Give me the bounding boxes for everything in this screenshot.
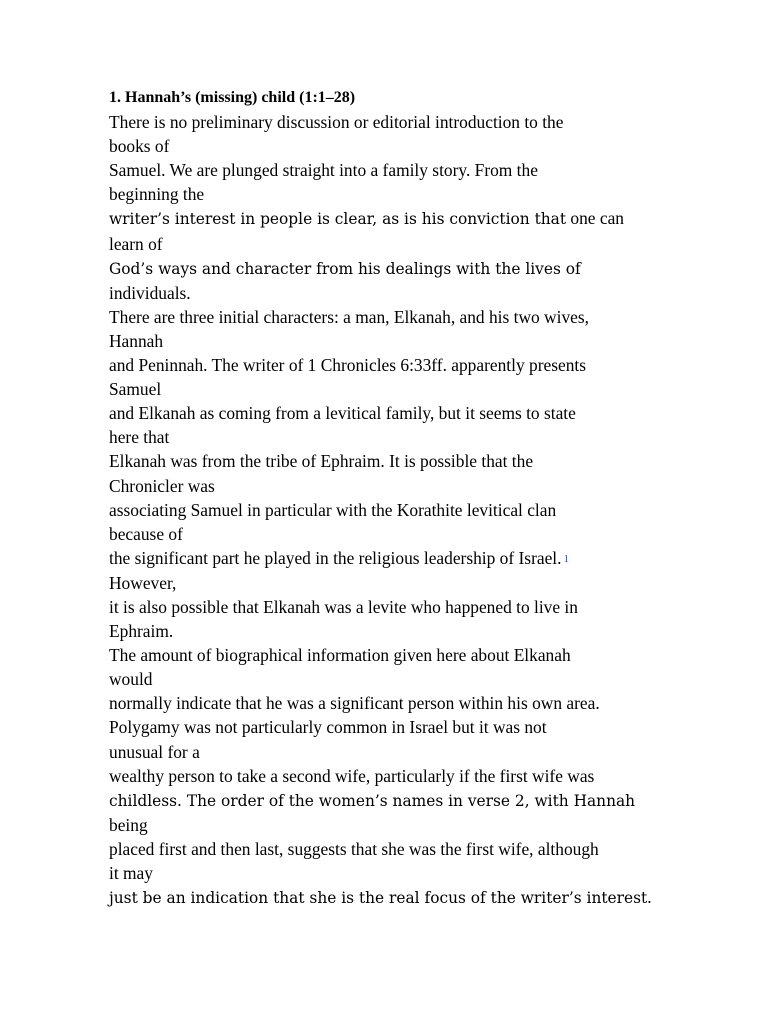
text-line: being: [109, 814, 148, 835]
text-run: the significant part he played in the religious leadership of Israel.: [109, 547, 562, 568]
text-line: placed first and then last, suggests that she was the first wife, although: [109, 838, 599, 859]
text-line: beginning the: [109, 184, 205, 205]
text-line: here that: [109, 427, 170, 448]
text-line: There are three initial characters: a man, Elkanah, and his two wives,: [109, 306, 589, 327]
text-line: Elkanah was from the tribe of Ephraim. It is possible that the: [109, 451, 534, 472]
text-line: because of: [109, 523, 183, 544]
text-line: normally indicate that he was a significant person within his own area.: [109, 693, 600, 714]
text-line: Samuel. We are plunged straight into a family story. From the: [109, 160, 538, 181]
section-heading: 1. Hannah’s (missing) child (1:1–28): [109, 89, 356, 106]
text-line: [109, 885, 709, 910]
document-body: [109, 86, 709, 910]
text-line: Hannah: [109, 330, 164, 351]
text-run-alt-font: just be an indication that she is the real focus of the writer’s interest: [109, 889, 648, 908]
text-line: [109, 546, 709, 571]
text-line: wealthy person to take a second wife, particularly if the first wife was: [109, 765, 595, 786]
text-run-alt-font: God’s ways and character from his dealings with the lives of: [109, 259, 581, 278]
text-line: Polygamy was not particularly common in Israel but it was not: [109, 717, 547, 738]
text-line: associating Samuel in particular with the Korathite levitical clan: [109, 499, 557, 520]
text-line: Chronicler was: [109, 475, 215, 496]
text-line: and Peninnah. The writer of 1 Chronicles 6:33ff. apparently presents: [109, 355, 586, 376]
paragraph-lines: [109, 110, 709, 910]
text-run-alt-font: childless. The order of the women’s names in verse 2, with Hannah: [109, 791, 636, 810]
text-line: Samuel: [109, 379, 162, 400]
text-line: it may: [109, 863, 153, 883]
text-line: unusual for a: [109, 741, 200, 762]
text-line: However,: [109, 572, 177, 593]
text-line: books of: [109, 136, 170, 157]
text-line: Ephraim.: [109, 621, 174, 642]
footnote-link[interactable]: 1: [563, 552, 569, 565]
text-line: individuals.: [109, 282, 191, 303]
text-line: and Elkanah as coming from a levitical family, but it seems to state: [109, 403, 576, 424]
text-line: [109, 788, 709, 813]
text-line: it is also possible that Elkanah was a levite who happened to live in: [109, 596, 578, 617]
text-run-alt-font: writer’s interest in people is clear, as is his conviction that: [109, 210, 567, 229]
text-line: The amount of biographical information given here about Elkanah: [109, 645, 571, 666]
text-line: There is no preliminary discussion or editorial introduction to the: [109, 112, 564, 133]
text-line: [109, 256, 709, 281]
text-line: learn of: [109, 233, 163, 254]
text-run: .: [647, 887, 652, 908]
text-line: [109, 206, 709, 231]
text-line: would: [109, 669, 153, 690]
text-run: one can: [566, 208, 624, 229]
